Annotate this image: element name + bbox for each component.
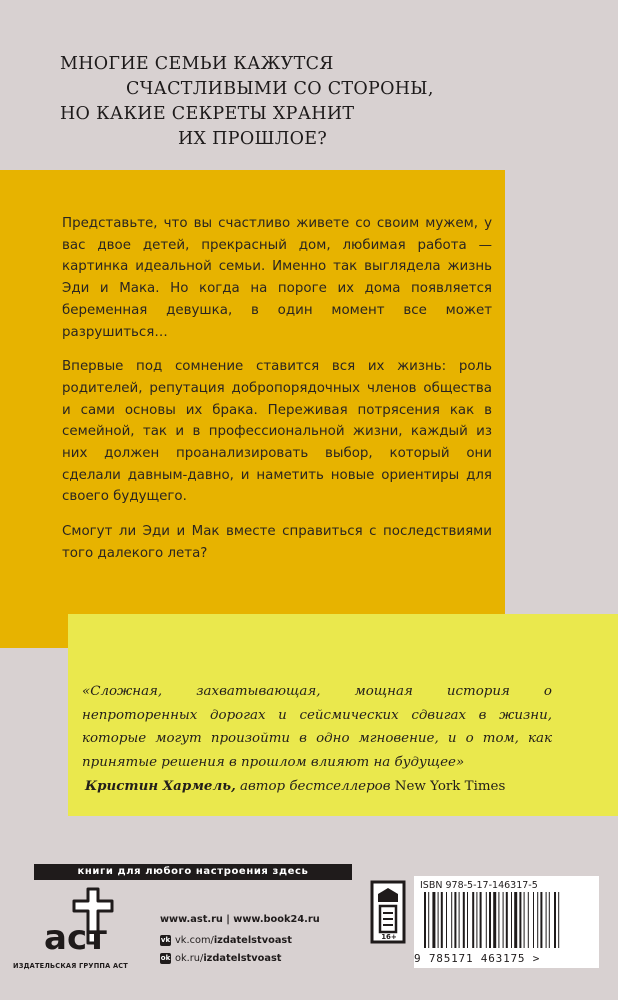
vk-prefix: vk.com/ (175, 935, 214, 946)
blurb-paragraph: Впервые под сомнение ставится вся их жизнь: роль родителей, репутация добропорядочных членов общества и сами основы их брака. Переживая потрясения как в семейной, так и в профессиональной жизни, каждый из них должен проанализировать выбор, который они сделали давным-давно, и наметить новые ориентиры для своего будущего. (62, 359, 492, 505)
logo-text: аст (44, 918, 107, 958)
vk-icon: vk (160, 936, 171, 944)
barcode (420, 892, 590, 954)
isbn: ISBN 978-5-17-146317-5 (420, 880, 538, 891)
author-role: автор бестселлеров (240, 779, 391, 794)
review-quote: «Сложная, захватывающая, мощная история о непроторенных дорогах и сейсмических сдвигах в жизни, которые могут произойти в одно мгновение, и о том, как принятые решения в прошлом влияют на будущее» (82, 684, 552, 770)
ok-link[interactable] (160, 953, 281, 964)
blurb (62, 213, 492, 578)
vk-link[interactable] (160, 935, 292, 946)
websites[interactable]: www.ast.ru | www.book24.ru (160, 914, 320, 925)
headline (60, 52, 500, 152)
ok-handle: izdatelstvoast (203, 953, 282, 964)
tagline: книги для любого настроения здесь (34, 864, 352, 880)
ok-prefix: ok.ru/ (175, 953, 204, 964)
blurb-paragraph: Представьте, что вы счастливо живете со своим мужем, у вас двое детей, прекрасный дом, любимая работа — картинка идеальной семьи. Именно так выглядела жизнь Эди и Мака. Но когда на пороге их дома появляется беременная девушка, в один момент все может разрушиться… (62, 216, 492, 340)
quote-author (85, 778, 505, 794)
headline-line: СЧАСТЛИВЫМИ СО СТОРОНЫ, (126, 79, 434, 99)
blurb-paragraph: Смогут ли Эди и Мак вместе справиться с последствиями того далекого лета? (62, 524, 492, 561)
ast-logo (40, 885, 120, 960)
vk-handle: izdatelstvoast (213, 935, 292, 946)
headline-line: МНОГИЕ СЕМЬИ КАЖУТСЯ (60, 54, 334, 74)
barcode-digits: 9 785171 463175 > (414, 952, 541, 965)
publisher-name: ИЗДАТЕЛЬСКАЯ ГРУППА АСТ (13, 962, 128, 970)
headline-line: ИХ ПРОШЛОЕ? (178, 129, 328, 149)
headline-line: НО КАКИЕ СЕКРЕТЫ ХРАНИТ (60, 104, 355, 124)
ok-icon: ok (160, 954, 171, 962)
author-name: Кристин Хармель, (85, 778, 236, 794)
age-rating: 16+ (381, 933, 397, 941)
book-icon (370, 880, 406, 944)
author-publication: New York Times (394, 779, 506, 794)
